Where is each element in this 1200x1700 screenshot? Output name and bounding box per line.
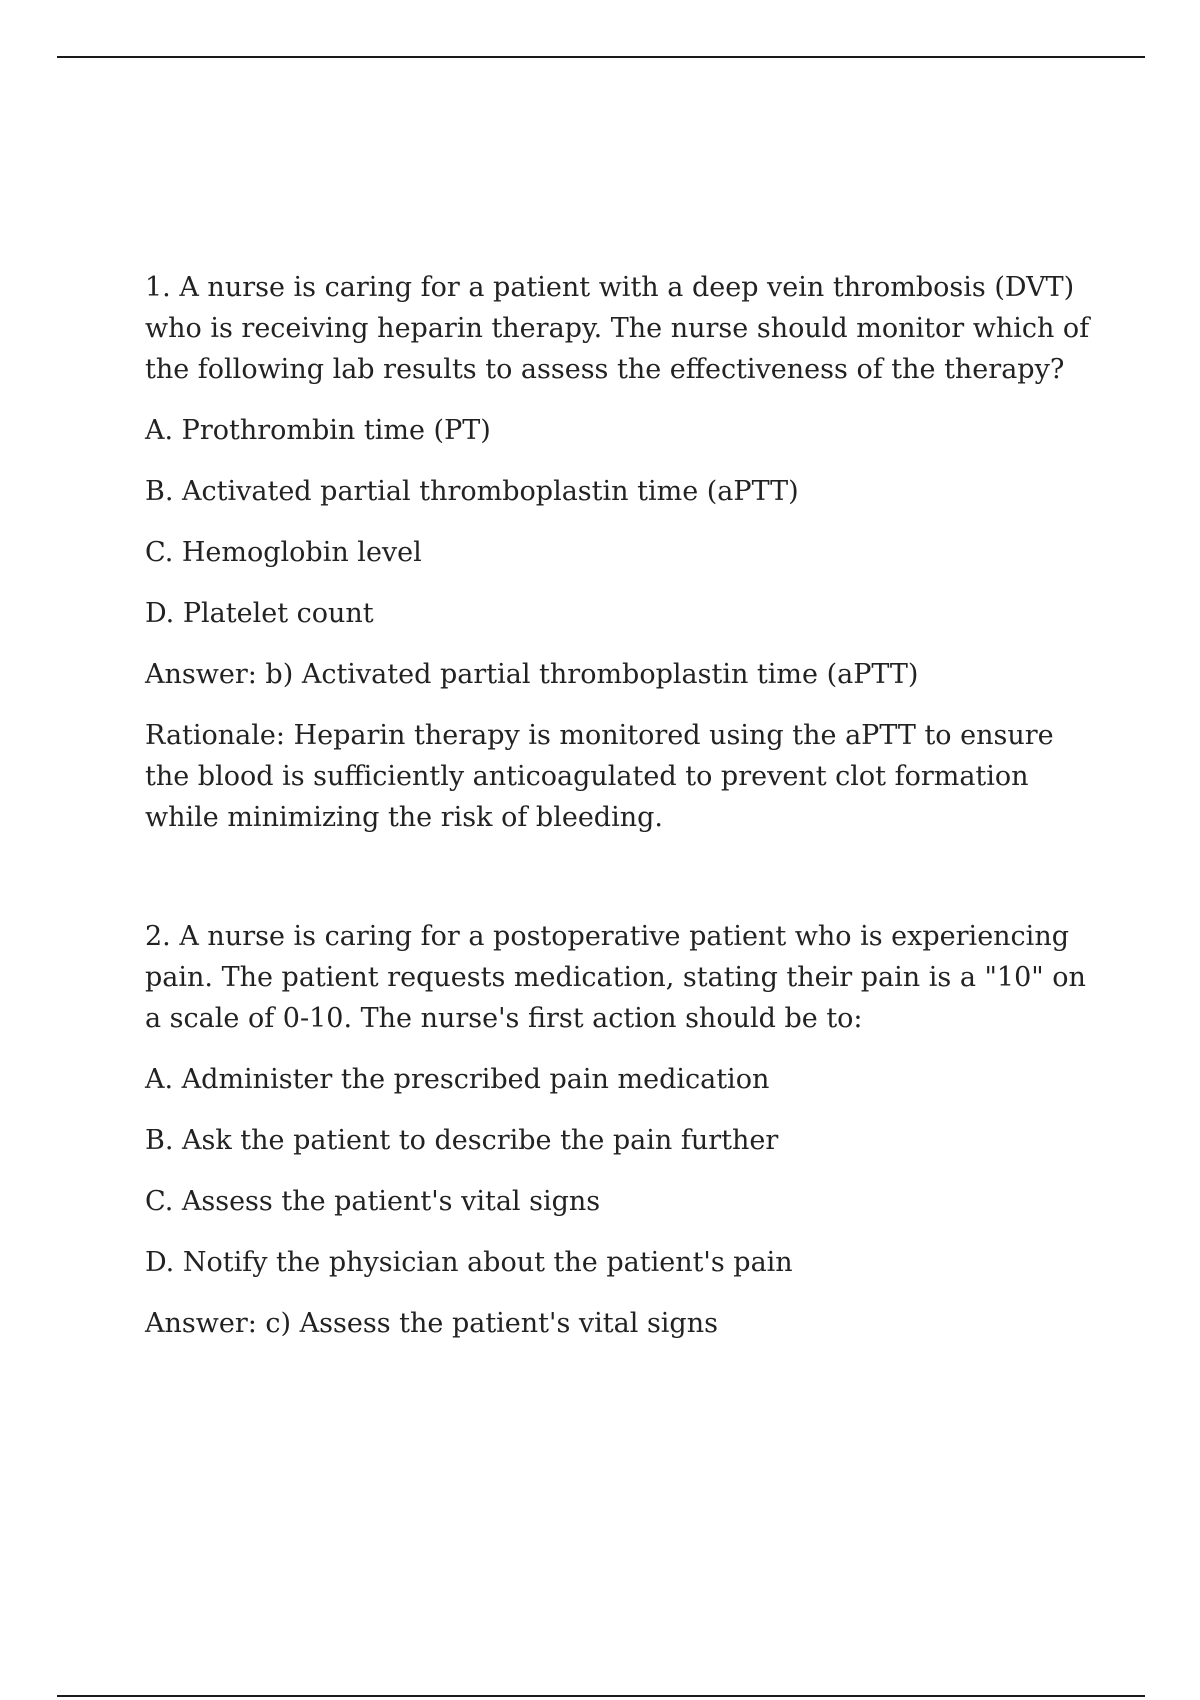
header-rule	[57, 56, 1145, 58]
rationale-text: Rationale: Heparin therapy is monitored using the aPTT to ensure the blood is sufficiently anticoagulated to prevent clot formation while minimizing the risk of bleeding.	[145, 720, 1054, 833]
document-body	[145, 267, 1105, 1364]
option-d: D. Platelet count	[145, 598, 374, 629]
question-stem: 1. A nurse is caring for a patient with a deep vein thrombosis (DVT) who is receiving heparin therapy. The nurse should monitor which of the following lab results to assess the effectiveness of the therapy?	[145, 272, 1090, 385]
answer-text: Answer: c) Assess the patient's vital signs	[145, 1308, 718, 1339]
question-1	[145, 267, 1105, 838]
option-c: C. Hemoglobin level	[145, 537, 422, 568]
option-c: C. Assess the patient's vital signs	[145, 1186, 601, 1217]
question-2	[145, 916, 1105, 1344]
question-stem: 2. A nurse is caring for a postoperative patient who is experiencing pain. The patient requests medication, stating their pain is a "10" on a scale of 0-10. The nurse's first action should be to:	[145, 921, 1086, 1034]
option-a: A. Prothrombin time (PT)	[145, 415, 491, 446]
footer-rule	[57, 1695, 1145, 1697]
option-a: A. Administer the prescribed pain medication	[145, 1064, 770, 1095]
option-b: B. Activated partial thromboplastin time (aPTT)	[145, 476, 799, 507]
answer-text: Answer: b) Activated partial thromboplastin time (aPTT)	[145, 659, 919, 690]
option-b: B. Ask the patient to describe the pain further	[145, 1125, 779, 1156]
option-d: D. Notify the physician about the patient's pain	[145, 1247, 793, 1278]
